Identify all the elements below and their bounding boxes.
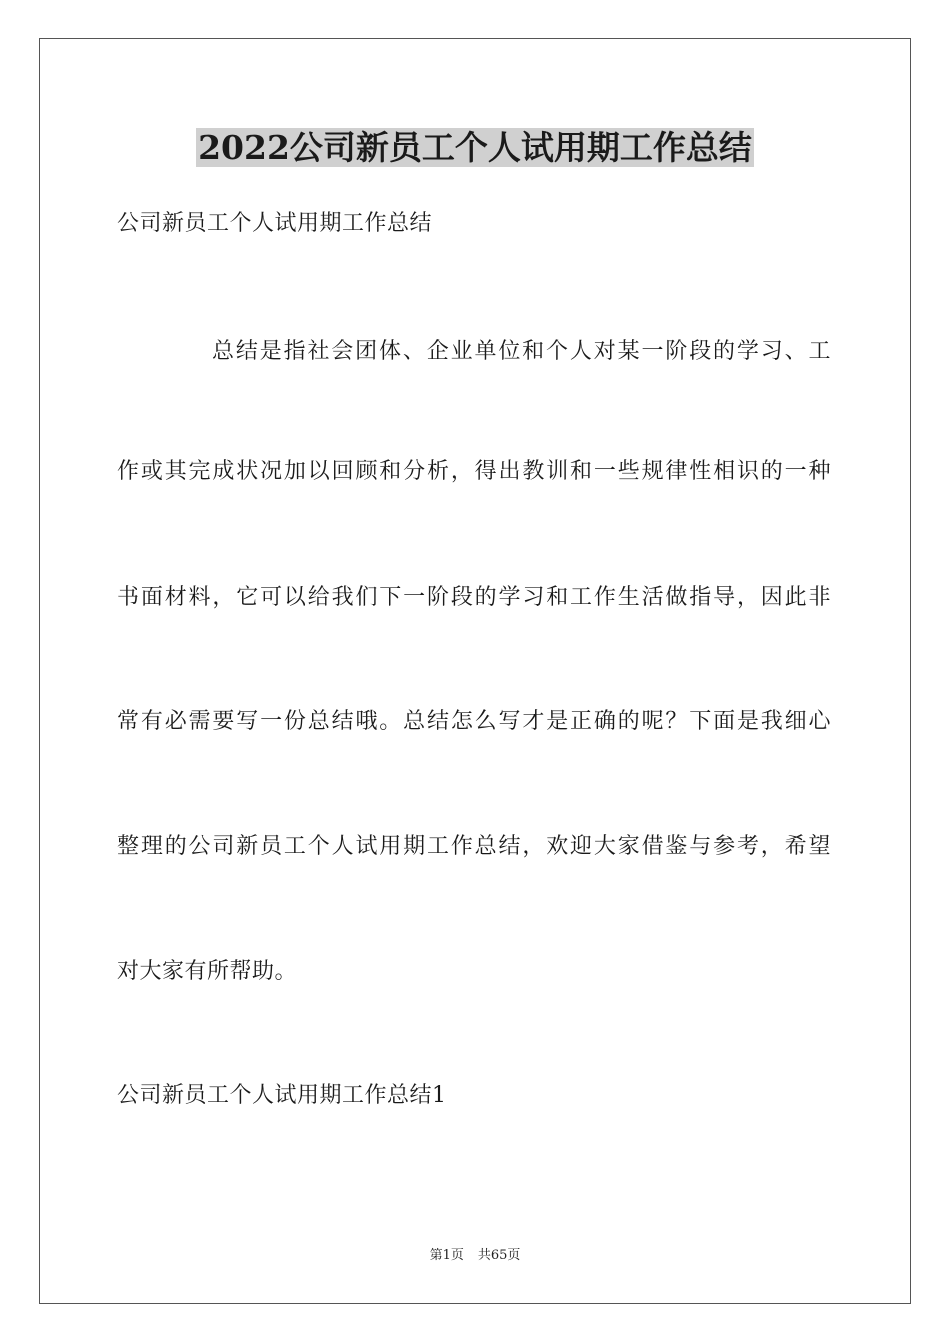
- document-subtitle: 公司新员工个人试用期工作总结: [117, 211, 433, 236]
- body-line-4: 常有必需要写一份总结哦。总结怎么写才是正确的呢？下面是我细心: [117, 709, 831, 734]
- section-heading: 公司新员工个人试用期工作总结1: [117, 1083, 447, 1108]
- page-footer: [0, 1247, 950, 1265]
- body-line-3: 书面材料，它可以给我们下一阶段的学习和工作生活做指导，因此非: [117, 585, 831, 610]
- body-line-2: 作或其完成状况加以回顾和分析，得出教训和一些规律性相识的一种: [117, 459, 831, 484]
- document-title-text: 2022公司新员工个人试用期工作总结: [198, 128, 752, 167]
- body-line-6: 对大家有所帮助。: [117, 959, 298, 984]
- body-line-1: 总结是指社会团体、企业单位和个人对某一阶段的学习、工: [212, 339, 831, 364]
- body-line-5: 整理的公司新员工个人试用期工作总结，欢迎大家借鉴与参考，希望: [117, 834, 831, 859]
- footer-total-pages: 共65页: [477, 1248, 521, 1263]
- footer-page-number: 第1页: [429, 1248, 464, 1263]
- document-title: [0, 128, 950, 168]
